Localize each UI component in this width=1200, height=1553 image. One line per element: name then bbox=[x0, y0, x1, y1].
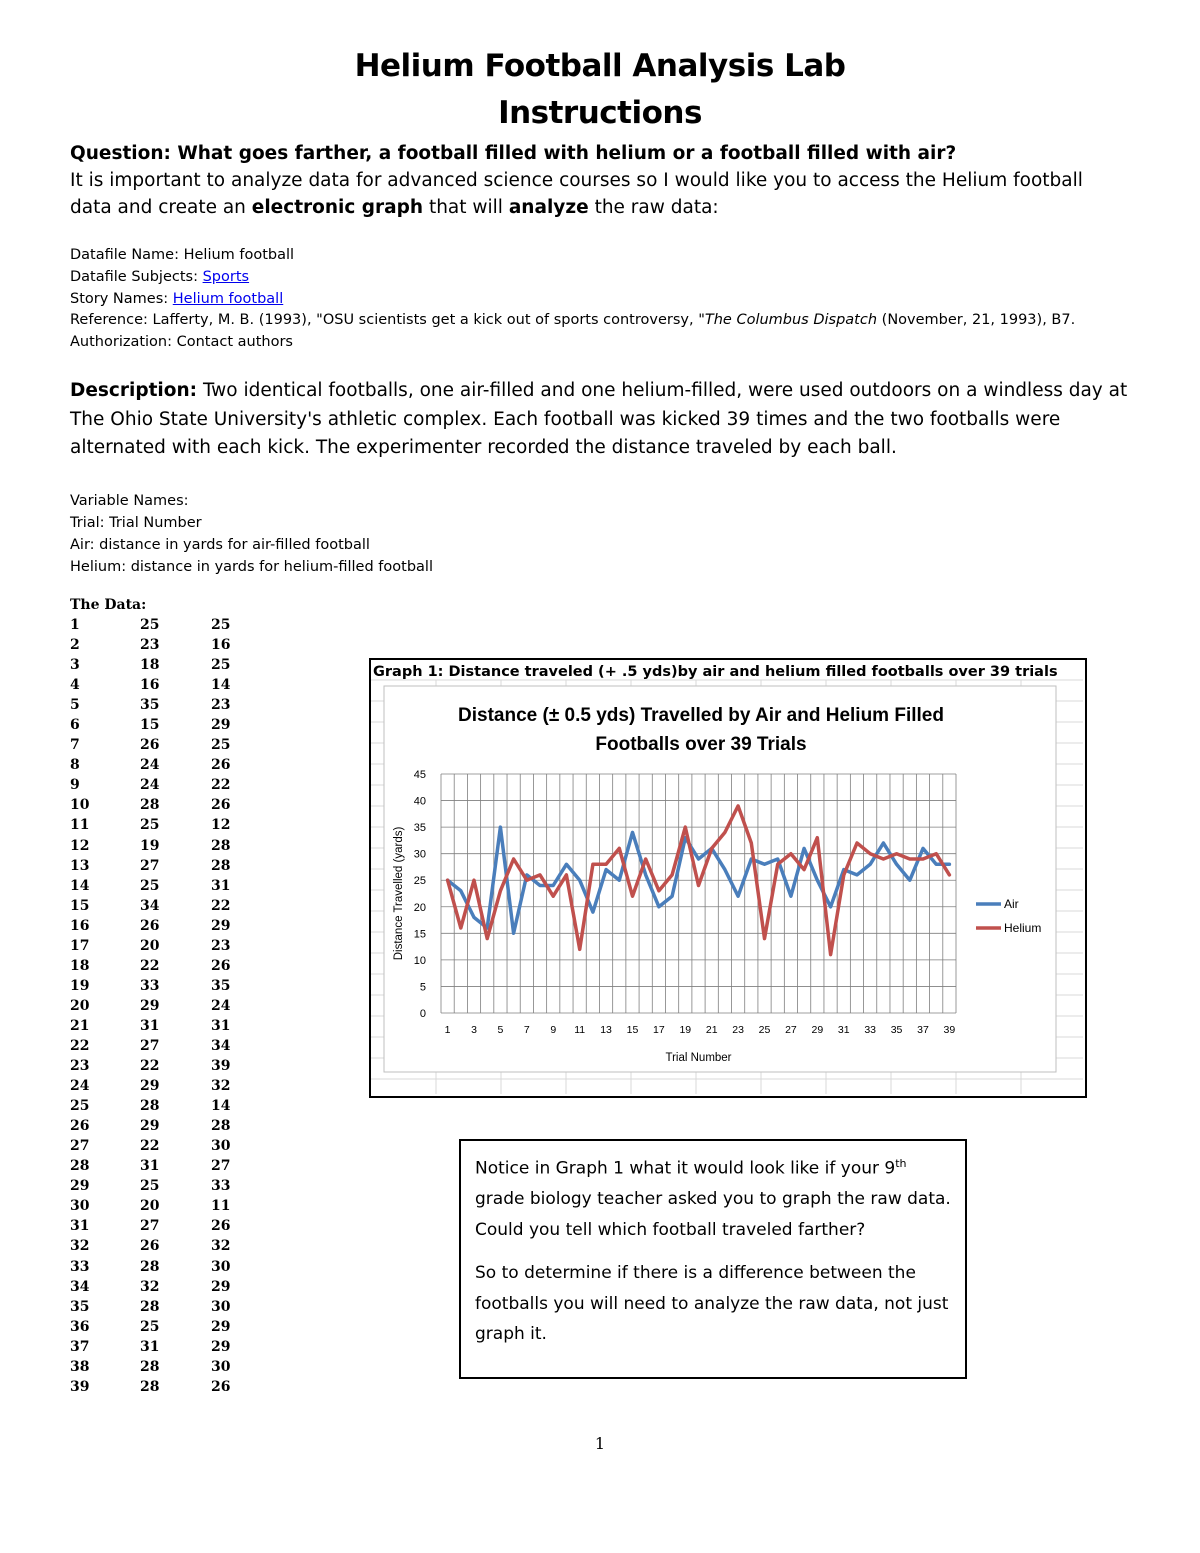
helium-cell: 12 bbox=[211, 817, 231, 834]
air-cell: 24 bbox=[140, 757, 160, 774]
trial-cell: 3 bbox=[70, 657, 80, 674]
x-tick-label: 21 bbox=[705, 1024, 718, 1036]
y-axis-label: Distance Travelled (yards) bbox=[393, 826, 405, 961]
air-cell: 32 bbox=[140, 1278, 160, 1295]
trial-cell: 34 bbox=[70, 1278, 90, 1295]
helium-cell: 39 bbox=[211, 1058, 231, 1075]
table-row bbox=[70, 1016, 251, 1036]
reference-journal: The Columbus Dispatch bbox=[704, 312, 878, 329]
trial-cell: 16 bbox=[70, 917, 90, 934]
helium-cell: 25 bbox=[211, 617, 231, 634]
x-tick-label: 5 bbox=[497, 1024, 504, 1036]
note-paragraph-2: So to determine if there is a difference between the footballs you will need to analyze the raw data, not just graph it. bbox=[475, 1263, 949, 1344]
helium-cell: 29 bbox=[211, 1338, 231, 1355]
trial-cell: 38 bbox=[70, 1358, 90, 1375]
table-row bbox=[70, 695, 251, 715]
intro-part1: It is important to analyze data for advanced science courses so I would like you to access the Helium football data and create an bbox=[70, 170, 1083, 218]
air-cell: 31 bbox=[140, 1158, 160, 1175]
x-tick-label: 11 bbox=[574, 1024, 586, 1036]
trial-cell: 22 bbox=[70, 1038, 90, 1054]
air-cell: 22 bbox=[140, 957, 160, 974]
air-cell: 28 bbox=[140, 1258, 160, 1275]
helium-cell: 32 bbox=[211, 1238, 231, 1255]
data-heading: The Data: bbox=[70, 597, 147, 613]
x-tick-label: 37 bbox=[917, 1024, 929, 1036]
variables-heading: Variable Names: bbox=[70, 493, 189, 509]
trial-cell: 2 bbox=[70, 637, 80, 654]
intro-text bbox=[70, 167, 1130, 221]
reference-post: (November, 21, 1993), B7. bbox=[877, 312, 1076, 329]
air-cell: 26 bbox=[140, 917, 160, 934]
table-row bbox=[70, 936, 251, 956]
datafile-name: Datafile Name: Helium football bbox=[70, 247, 295, 263]
chart-title: Footballs over 39 Trials bbox=[595, 734, 807, 755]
trial-cell: 5 bbox=[70, 697, 80, 714]
y-tick-label: 40 bbox=[413, 795, 426, 808]
helium-cell: 26 bbox=[211, 1218, 231, 1235]
air-cell: 29 bbox=[140, 997, 160, 1014]
helium-cell: 31 bbox=[211, 1017, 231, 1034]
y-tick-label: 5 bbox=[419, 981, 426, 994]
x-axis-label: Trial Number bbox=[665, 1052, 732, 1064]
air-cell: 27 bbox=[140, 857, 160, 874]
air-cell: 34 bbox=[140, 897, 160, 914]
x-tick-label: 13 bbox=[600, 1024, 612, 1036]
y-tick-label: 20 bbox=[413, 901, 426, 914]
trial-cell: 24 bbox=[70, 1078, 90, 1095]
trial-cell: 19 bbox=[70, 977, 90, 994]
trial-cell: 31 bbox=[70, 1218, 90, 1235]
question-text: Question: What goes farther, a football filled with helium or a football filled with air? bbox=[70, 143, 957, 164]
x-tick-label: 29 bbox=[811, 1024, 824, 1036]
x-tick-label: 9 bbox=[550, 1024, 557, 1036]
air-cell: 25 bbox=[140, 1178, 160, 1195]
table-row bbox=[70, 1096, 251, 1116]
x-tick-label: 23 bbox=[732, 1024, 744, 1036]
table-row bbox=[70, 996, 251, 1016]
x-tick-label: 19 bbox=[679, 1024, 692, 1036]
table-row bbox=[70, 815, 251, 835]
air-cell: 24 bbox=[140, 777, 160, 794]
variable-air: Air: distance in yards for air-filled football bbox=[70, 537, 370, 553]
table-row bbox=[70, 1056, 251, 1076]
description-text: Two identical footballs, one air-filled and one helium-filled, were used outdoors on a windless day at The Ohio State University's athletic complex. Each football was kicked 39 times and the two footballs were alternated with each kick. The experimenter recorded the distance traveled by each ball. bbox=[70, 380, 1128, 458]
helium-cell: 22 bbox=[211, 777, 231, 794]
trial-cell: 9 bbox=[70, 777, 80, 794]
trial-cell: 12 bbox=[70, 837, 90, 854]
air-cell: 15 bbox=[140, 717, 160, 734]
table-row bbox=[70, 1116, 251, 1136]
air-cell: 31 bbox=[140, 1338, 160, 1355]
x-tick-label: 25 bbox=[758, 1024, 771, 1036]
trial-cell: 18 bbox=[70, 957, 90, 974]
intro-part3: the raw data: bbox=[588, 197, 719, 218]
helium-cell: 24 bbox=[211, 997, 231, 1014]
table-row bbox=[70, 1337, 251, 1357]
x-tick-label: 7 bbox=[523, 1024, 530, 1036]
helium-cell: 23 bbox=[211, 937, 231, 954]
line-chart bbox=[371, 660, 1085, 1096]
table-row bbox=[70, 1257, 251, 1277]
description-label: Description: bbox=[70, 380, 198, 401]
x-tick-label: 3 bbox=[471, 1024, 477, 1036]
air-cell: 27 bbox=[140, 1038, 160, 1054]
table-row bbox=[70, 715, 251, 735]
y-tick-label: 0 bbox=[419, 1008, 426, 1020]
x-tick-label: 27 bbox=[785, 1024, 797, 1036]
table-row bbox=[70, 775, 251, 795]
trial-cell: 36 bbox=[70, 1318, 90, 1335]
helium-cell: 33 bbox=[211, 1178, 231, 1195]
table-row bbox=[70, 795, 251, 815]
table-row bbox=[70, 856, 251, 876]
air-cell: 28 bbox=[140, 1298, 160, 1315]
table-row bbox=[70, 1377, 251, 1397]
helium-cell: 25 bbox=[211, 737, 231, 754]
helium-cell: 26 bbox=[211, 797, 231, 814]
helium-cell: 31 bbox=[211, 877, 231, 894]
intro-bold-electronic-graph: electronic graph bbox=[251, 197, 424, 218]
trial-cell: 25 bbox=[70, 1098, 90, 1115]
table-row bbox=[70, 976, 251, 996]
y-tick-label: 30 bbox=[413, 848, 426, 861]
trial-cell: 28 bbox=[70, 1158, 90, 1175]
helium-cell: 30 bbox=[211, 1138, 231, 1155]
air-cell: 19 bbox=[140, 837, 160, 854]
graph-box bbox=[369, 658, 1087, 1098]
chart-title: Distance (± 0.5 yds) Travelled by Air and Helium Filled bbox=[458, 705, 944, 726]
air-cell: 28 bbox=[140, 1098, 160, 1115]
air-cell: 25 bbox=[140, 877, 160, 894]
trial-cell: 1 bbox=[70, 617, 80, 634]
helium-cell: 29 bbox=[211, 1318, 231, 1335]
table-row bbox=[70, 675, 251, 695]
data-table bbox=[70, 615, 251, 1397]
air-cell: 29 bbox=[140, 1118, 160, 1135]
helium-cell: 26 bbox=[211, 957, 231, 974]
y-tick-label: 15 bbox=[413, 928, 426, 941]
table-row bbox=[70, 1277, 251, 1297]
trial-cell: 33 bbox=[70, 1258, 90, 1275]
helium-cell: 30 bbox=[211, 1298, 231, 1315]
helium-cell: 29 bbox=[211, 917, 231, 934]
air-cell: 29 bbox=[140, 1078, 160, 1095]
air-cell: 18 bbox=[140, 657, 160, 674]
table-row bbox=[70, 1136, 251, 1156]
air-cell: 25 bbox=[140, 817, 160, 834]
page-number: 1 bbox=[594, 1434, 606, 1453]
trial-cell: 8 bbox=[70, 757, 80, 774]
air-cell: 26 bbox=[140, 737, 160, 754]
intro-bold-analyze: analyze bbox=[508, 197, 589, 218]
helium-cell: 34 bbox=[211, 1038, 231, 1054]
table-row bbox=[70, 1176, 251, 1196]
air-cell: 31 bbox=[140, 1017, 160, 1034]
table-row bbox=[70, 1076, 251, 1096]
helium-cell: 30 bbox=[211, 1358, 231, 1375]
helium-cell: 35 bbox=[211, 977, 231, 994]
trial-cell: 35 bbox=[70, 1298, 90, 1315]
helium-cell: 29 bbox=[211, 717, 231, 734]
note-text-a: Notice in Graph 1 what it would look like if your 9 bbox=[475, 1158, 896, 1179]
x-tick-label: 31 bbox=[837, 1024, 850, 1036]
table-row bbox=[70, 1036, 251, 1056]
trial-cell: 14 bbox=[70, 877, 90, 894]
reference-pre: Reference: Lafferty, M. B. (1993), "OSU scientists get a kick out of sports controversy, " bbox=[70, 312, 705, 329]
table-row bbox=[70, 1297, 251, 1317]
air-cell: 28 bbox=[140, 797, 160, 814]
x-tick-label: 35 bbox=[890, 1024, 903, 1036]
table-row bbox=[70, 896, 251, 916]
table-row bbox=[70, 615, 251, 635]
helium-cell: 25 bbox=[211, 657, 231, 674]
helium-cell: 30 bbox=[211, 1258, 231, 1275]
trial-cell: 32 bbox=[70, 1238, 90, 1255]
subjects-label: Datafile Subjects: bbox=[70, 268, 203, 285]
variable-trial: Trial: Trial Number bbox=[70, 515, 202, 531]
air-cell: 22 bbox=[140, 1058, 160, 1075]
air-cell: 20 bbox=[140, 1198, 160, 1215]
air-cell: 27 bbox=[140, 1218, 160, 1235]
trial-cell: 21 bbox=[70, 1017, 90, 1034]
datafile-subjects bbox=[70, 267, 1075, 289]
helium-cell: 26 bbox=[211, 1378, 231, 1395]
trial-cell: 15 bbox=[70, 897, 90, 914]
table-row bbox=[70, 1156, 251, 1176]
table-row bbox=[70, 1196, 251, 1216]
air-cell: 20 bbox=[140, 937, 160, 954]
trial-cell: 17 bbox=[70, 937, 90, 954]
table-row bbox=[70, 836, 251, 856]
y-tick-label: 10 bbox=[413, 954, 426, 967]
legend-label-helium: Helium bbox=[1004, 921, 1042, 935]
datafile-info bbox=[70, 245, 1075, 354]
helium-cell: 28 bbox=[211, 857, 231, 874]
helium-cell: 32 bbox=[211, 1078, 231, 1095]
helium-cell: 11 bbox=[211, 1198, 231, 1215]
air-cell: 28 bbox=[140, 1378, 160, 1395]
x-tick-label: 15 bbox=[626, 1024, 639, 1036]
table-row bbox=[70, 1216, 251, 1236]
legend-label-air: Air bbox=[1004, 897, 1019, 911]
y-tick-label: 35 bbox=[413, 822, 426, 835]
trial-cell: 39 bbox=[70, 1378, 90, 1395]
table-row bbox=[70, 755, 251, 775]
x-tick-label: 1 bbox=[444, 1024, 451, 1036]
reference bbox=[70, 310, 1075, 332]
helium-cell: 14 bbox=[211, 1098, 231, 1115]
trial-cell: 37 bbox=[70, 1338, 90, 1355]
helium-cell: 26 bbox=[211, 757, 231, 774]
note-box bbox=[459, 1139, 967, 1379]
trial-cell: 10 bbox=[70, 797, 90, 814]
trial-cell: 23 bbox=[70, 1058, 90, 1075]
variable-helium: Helium: distance in yards for helium-filled football bbox=[70, 559, 433, 575]
table-row bbox=[70, 735, 251, 755]
table-row bbox=[70, 916, 251, 936]
helium-cell: 28 bbox=[211, 837, 231, 854]
trial-cell: 4 bbox=[70, 677, 80, 694]
variable-names bbox=[70, 490, 433, 578]
table-row bbox=[70, 956, 251, 976]
helium-cell: 16 bbox=[211, 637, 231, 654]
air-cell: 25 bbox=[140, 1318, 160, 1335]
story-label: Story Names: bbox=[70, 290, 173, 307]
description bbox=[70, 377, 1130, 463]
x-tick-label: 39 bbox=[943, 1024, 956, 1036]
helium-cell: 29 bbox=[211, 1278, 231, 1295]
note-paragraph-1 bbox=[475, 1149, 955, 1245]
trial-cell: 30 bbox=[70, 1198, 90, 1215]
trial-cell: 7 bbox=[70, 737, 80, 754]
trial-cell: 27 bbox=[70, 1138, 90, 1155]
air-cell: 28 bbox=[140, 1358, 160, 1375]
note-text-b: grade biology teacher asked you to graph the raw data. Could you tell which football traveled farther? bbox=[475, 1189, 951, 1240]
trial-cell: 13 bbox=[70, 857, 90, 874]
helium-cell: 14 bbox=[211, 677, 231, 694]
authorization: Authorization: Contact authors bbox=[70, 334, 293, 351]
helium-cell: 23 bbox=[211, 697, 231, 714]
table-row bbox=[70, 1357, 251, 1377]
y-tick-label: 45 bbox=[413, 769, 426, 781]
air-cell: 35 bbox=[140, 697, 160, 714]
question-block bbox=[70, 140, 1130, 221]
air-cell: 33 bbox=[140, 977, 160, 994]
trial-cell: 11 bbox=[70, 817, 90, 834]
page-subtitle: Instructions bbox=[498, 95, 702, 131]
sports-link[interactable]: Sports bbox=[202, 268, 250, 285]
air-cell: 22 bbox=[140, 1138, 160, 1155]
table-row bbox=[70, 876, 251, 896]
air-cell: 23 bbox=[140, 637, 160, 654]
story-names bbox=[70, 289, 1075, 311]
table-row bbox=[70, 1317, 251, 1337]
air-cell: 16 bbox=[140, 677, 160, 694]
trial-cell: 26 bbox=[70, 1118, 90, 1135]
air-cell: 25 bbox=[140, 617, 160, 634]
note-superscript: th bbox=[895, 1157, 907, 1170]
trial-cell: 6 bbox=[70, 717, 80, 734]
table-row bbox=[70, 655, 251, 675]
table-row bbox=[70, 1236, 251, 1256]
helium-cell: 27 bbox=[211, 1158, 231, 1175]
x-tick-label: 33 bbox=[864, 1024, 877, 1036]
graph-caption: Graph 1: Distance traveled (+ .5 yds)by air and helium filled footballs over 39 trials bbox=[373, 664, 1058, 680]
intro-part2: that will bbox=[423, 197, 509, 218]
helium-football-link[interactable]: Helium football bbox=[172, 290, 284, 307]
table-row bbox=[70, 635, 251, 655]
y-tick-label: 25 bbox=[413, 875, 426, 888]
helium-cell: 28 bbox=[211, 1118, 231, 1135]
x-tick-label: 17 bbox=[653, 1024, 665, 1036]
trial-cell: 29 bbox=[70, 1178, 90, 1195]
page-title: Helium Football Analysis Lab bbox=[354, 48, 846, 84]
air-cell: 26 bbox=[140, 1238, 160, 1255]
trial-cell: 20 bbox=[70, 997, 90, 1014]
helium-cell: 22 bbox=[211, 897, 231, 914]
